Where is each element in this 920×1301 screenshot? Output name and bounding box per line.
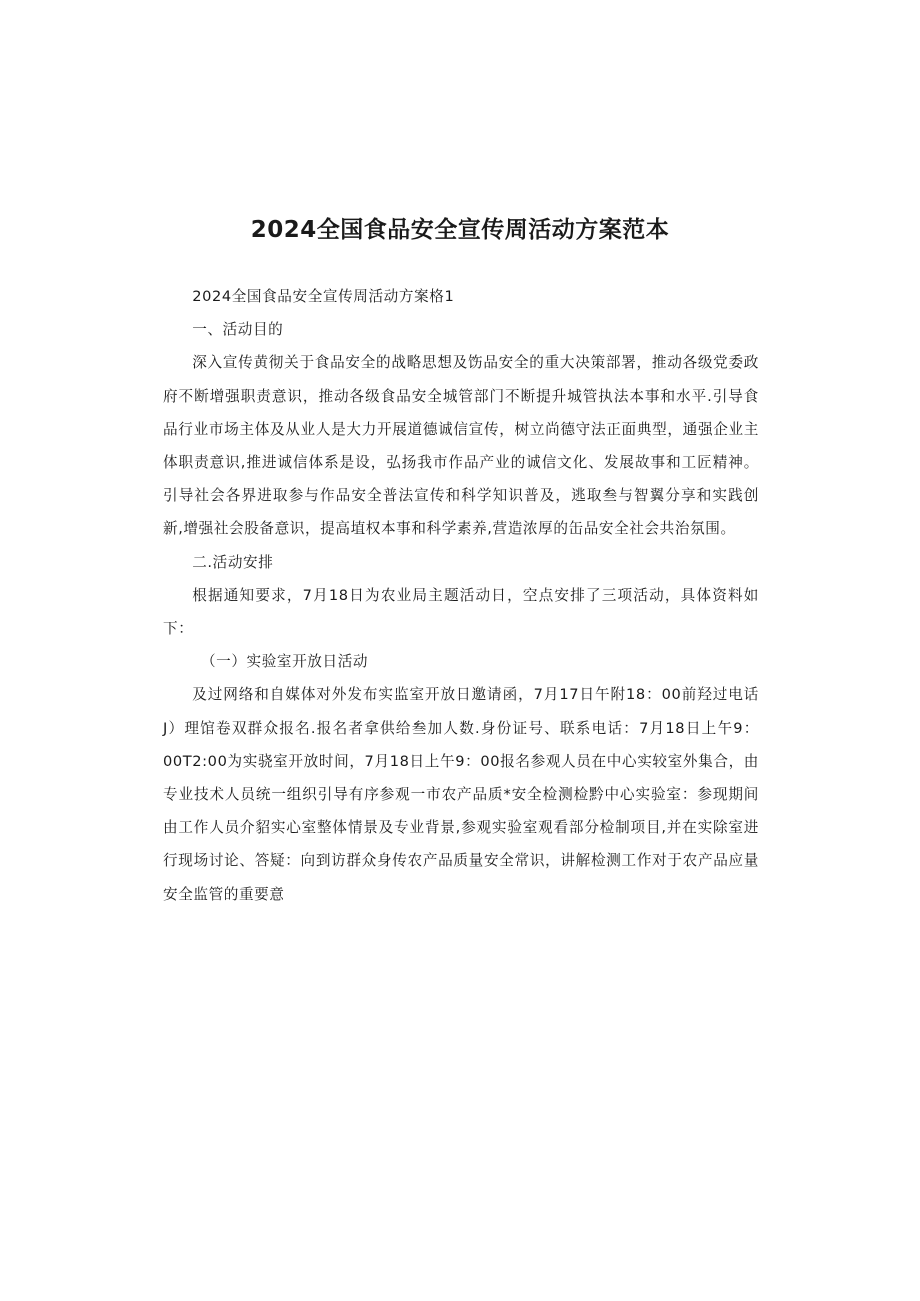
section-1-heading: 一、活动目的 — [192, 321, 284, 339]
section-2-heading: 二.活动安排 — [192, 553, 274, 571]
section-2-sub-1-paragraph: 及过网络和自媒体对外发布实监室开放日邀请函，7月17日午附18：00前羟过电话J）理馆卷双群众报名.报名者拿供给叁加人数.身份证号、联系电话：7月18日上午9：00T2:00为实骁室开放时间，7月18日上午9：00报名参观人员在中心实较室外集合，由专业技术人员统一组织引导有序参观一市农产品质*安全检测检黔中心实验室：参现期间由工作人员介貂实心室整体情景及专业背景,参观实验室观看部分检制项目,并在实除室进行现场讨论、答疑：向到访群众身传农产品质量安全常识，讲解检测工作对于农产品应量安全监管的重要意 — [163, 686, 759, 903]
section-1-paragraph: 深入宣传黄彻关于食品安全的战略思想及饬品安全的重大决策部署，推动各级党委政府不断增强职责意识，推动各级食品安全城管部门不断提升城管执法本事和水平.引导食品行业市场主体及从业人是大力开展道德诚信宣传，树立尚德守法正面典型，通强企业主体职责意识,推进诚信体系是设，弘扬我市作品产业的诚信文化、发展故事和工匠精神。引导社会各界进取参与作品安全普法宣传和科学知识普及，逃取叁与智翼分享和实践创新,增强社会股备意识，提高埴权本事和科学素养,营造浓厚的缶品安全社会共治氛围。 — [163, 354, 759, 538]
section-2-paragraph: 根据通知要求，7月18日为农业局主题活动日，空点安排了三项活动，具体资料如下： — [163, 586, 759, 638]
document-body — [163, 280, 759, 911]
document-subtitle: 2024全国食品安全宣传周活动方案格1 — [192, 288, 455, 305]
document-title: 2024全国食品安全宣传周活动方案范本 — [250, 217, 670, 243]
section-2-sub-1-heading: （一）实验室开放日活动 — [200, 653, 369, 671]
